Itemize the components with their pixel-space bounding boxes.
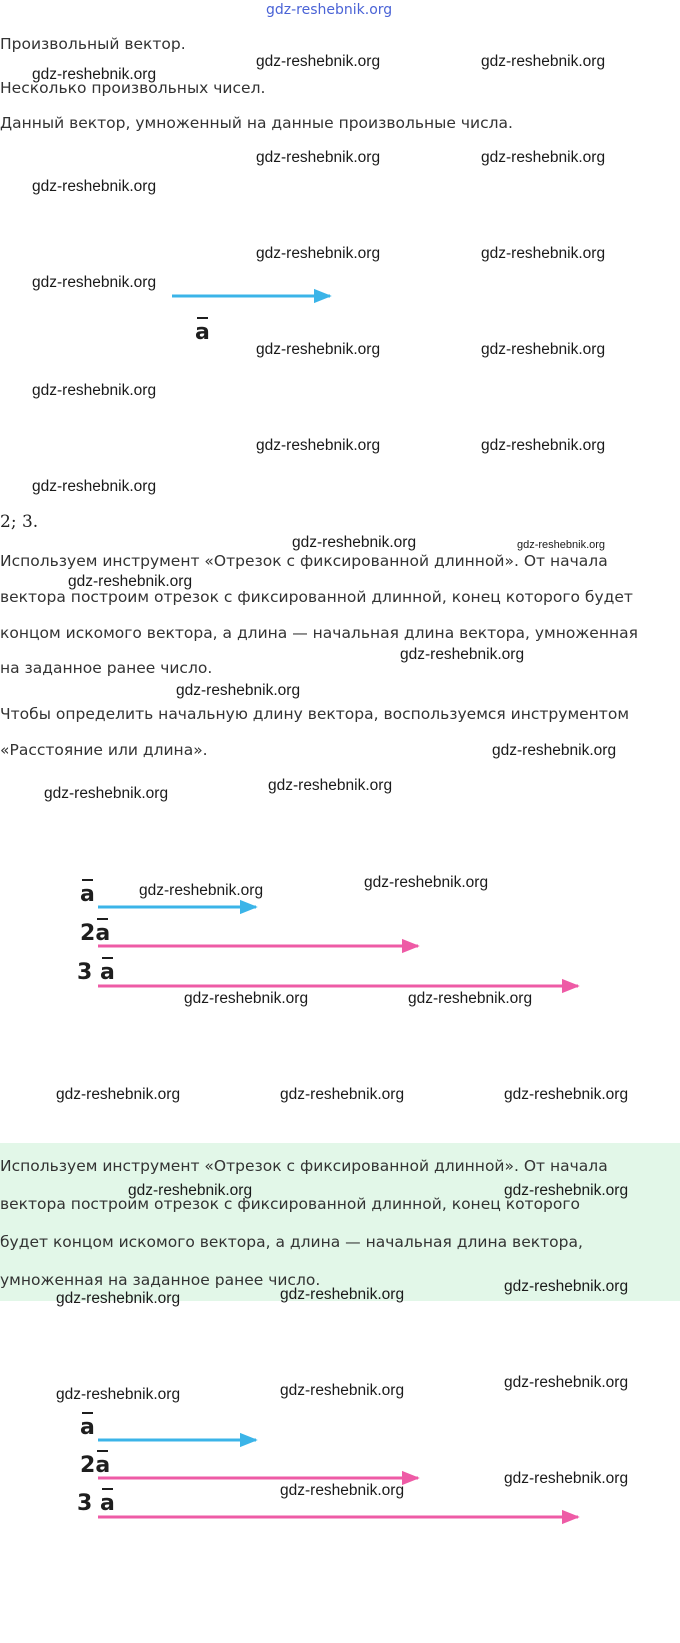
watermark: gdz-reshebnik.org [32,478,157,495]
watermark: gdz-reshebnik.org [56,1290,181,1307]
para1-line-3: концом искомого вектора, а длина — начальная длина вектора, умноженная [0,624,638,642]
vector-a-label: a [195,320,210,345]
watermark: gdz-reshebnik.org [292,534,417,551]
para2-line-2: «Расстояние или длина». [0,741,208,759]
watermark: gdz-reshebnik.org [128,1182,253,1199]
intro-line-2: Несколько произвольных чисел. [0,79,266,97]
watermark: gdz-reshebnik.org [44,785,169,802]
fig2-label-2a: 2a [80,921,111,946]
watermark: gdz-reshebnik.org [139,882,264,899]
watermark: gdz-reshebnik.org [481,341,606,358]
watermark: gdz-reshebnik.org [268,777,393,794]
para1-line-2: вектора построим отрезок с фиксированной длинной, конец которого будет [0,588,633,606]
watermark: gdz-reshebnik.org [408,990,533,1007]
watermark: gdz-reshebnik.org [364,874,489,891]
highlight-line-1: Используем инструмент «Отрезок с фиксированной длинной». От начала [0,1157,608,1175]
watermark: gdz-reshebnik.org [256,53,381,70]
highlight-text [0,1147,680,1299]
watermark: gdz-reshebnik.org [280,1382,405,1399]
watermark: gdz-reshebnik.org [56,1386,181,1403]
fig3-label-2a: 2a [80,1453,111,1478]
top-watermark: gdz-reshebnik.org [266,2,393,18]
para1-line-4: на заданное ранее число. [0,659,213,677]
fig3-label-a: a [80,1415,95,1440]
watermark: gdz-reshebnik.org [176,682,301,699]
watermark: gdz-reshebnik.org [504,1182,629,1199]
watermark: gdz-reshebnik.org [256,341,381,358]
highlight-line-4: умноженная на заданное ранее число. [0,1271,321,1289]
watermark: gdz-reshebnik.org [504,1470,629,1487]
watermark: gdz-reshebnik.org [504,1374,629,1391]
watermark: gdz-reshebnik.org [184,990,309,1007]
answer: 2; 3. [0,512,39,532]
watermark: gdz-reshebnik.org [481,53,606,70]
watermark: gdz-reshebnik.org [481,437,606,454]
watermark: gdz-reshebnik.org [492,742,617,759]
watermark: gdz-reshebnik.org [504,1086,629,1103]
watermark: gdz-reshebnik.org [32,66,157,83]
watermark: gdz-reshebnik.org [256,149,381,166]
para1-line-1: Используем инструмент «Отрезок с фиксированной длинной». От начала [0,552,608,570]
fig3-label-3a: 3 a [77,1491,115,1516]
watermark: gdz-reshebnik.org [32,274,157,291]
watermark: gdz-reshebnik.org [32,382,157,399]
watermark: gdz-reshebnik.org [56,1086,181,1103]
watermark: gdz-reshebnik.org [400,646,525,663]
watermark: gdz-reshebnik.org [280,1286,405,1303]
highlight-line-3: будет концом искомого вектора, а длина — начальная длина вектора, [0,1233,583,1251]
watermark: gdz-reshebnik.org [32,178,157,195]
fig2-label-3a: 3 a [77,960,115,985]
intro-line-3: Данный вектор, умноженный на данные произвольные числа. [0,114,513,132]
watermark: gdz-reshebnik.org [504,1278,629,1295]
watermark: gdz-reshebnik.org [256,437,381,454]
watermark: gdz-reshebnik.org [517,539,606,551]
watermark: gdz-reshebnik.org [280,1482,405,1499]
fig2-label-a: a [80,882,95,907]
watermark: gdz-reshebnik.org [256,245,381,262]
para2-line-1: Чтобы определить начальную длину вектора, воспользуемся инструментом [0,705,630,723]
watermark: gdz-reshebnik.org [280,1086,405,1103]
watermark: gdz-reshebnik.org [481,149,606,166]
intro-line-1: Произвольный вектор. [0,35,186,53]
watermark: gdz-reshebnik.org [68,573,193,590]
highlight-line-2: вектора построим отрезок с фиксированной длинной, конец которого [0,1195,581,1213]
watermark: gdz-reshebnik.org [481,245,606,262]
